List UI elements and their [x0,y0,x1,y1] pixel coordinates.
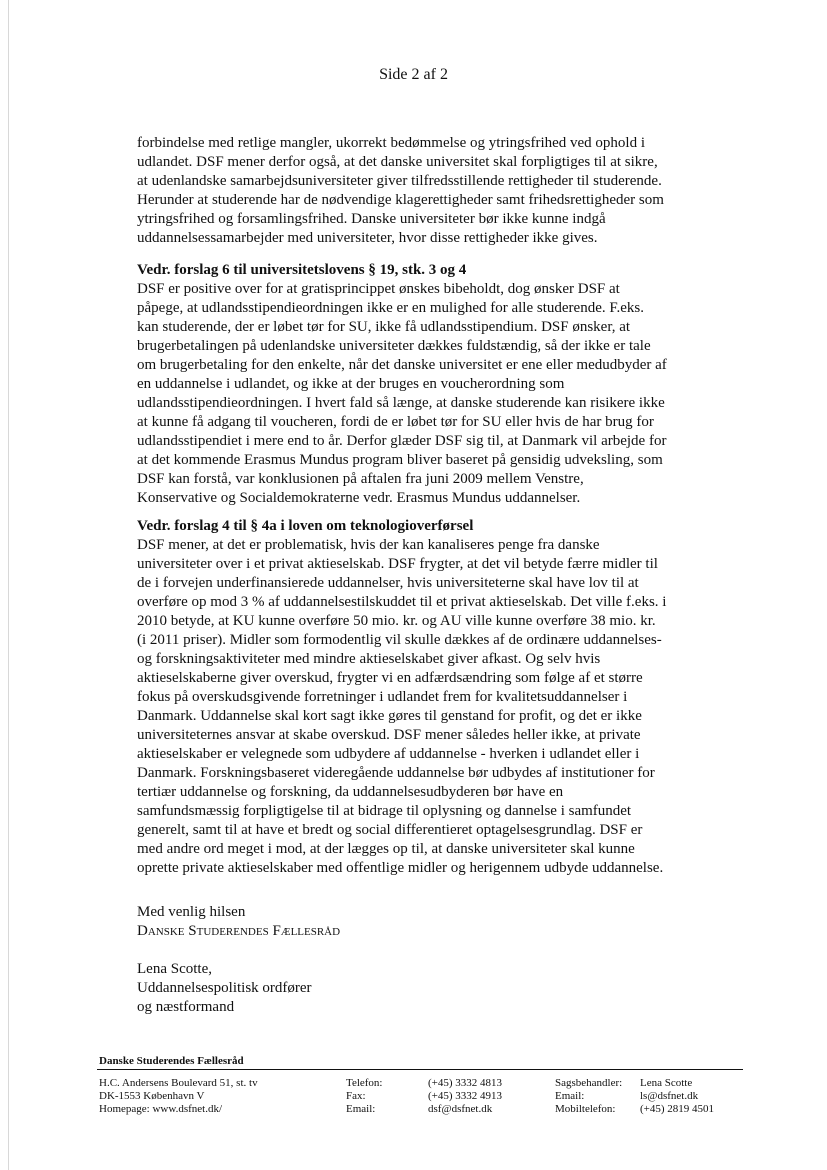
homepage-link[interactable]: Homepage: www.dsfnet.dk/ [99,1103,223,1115]
phone-label: Telefon: [346,1077,383,1089]
text-line: at kunne få adgang til voucheren, fordi de er løbet tør for SU eller hvis de har brug for [137,414,654,430]
text-line: ytringsfrihed og forsamlingsfrihed. Danske universiteter bør ikke kunne indgå [137,211,606,227]
text-line: kan studerende, der er løbet tør for SU, ikke få udlandsstipendium. DSF ønsker, at [137,319,631,335]
address-line: H.C. Andersens Boulevard 51, st. tv [99,1077,258,1089]
text-line: Konservative og Socialdemokraterne vedr. Erasmus Mundus uddannelser. [137,490,581,506]
text-line: brugerbetalingen på udenlandske universiteter dækkes fuldstændig, så der ikke er tale [137,338,651,354]
handler-label: Sagsbehandler: [555,1077,623,1089]
handler-name: Lena Scotte [640,1077,693,1089]
handler-email-link[interactable]: ls@dsfnet.dk [640,1090,699,1102]
text-line: (i 2011 priser). Midler som formodentlig vil skulle dækkes af de ordinære uddannelses- [137,632,662,648]
text-line: at det kommende Erasmus Mundus program bliver baseret på gensidig udveksling, som [137,452,663,468]
footer-handler-labels [555,1077,622,1116]
phone-value: (+45) 3332 4813 [428,1077,503,1089]
text-line: Danmark. Forskningsbaseret videregående uddannelse bør udbydes af institutioner for [137,765,655,781]
section-forslag-6 [137,261,717,508]
text-line: tertiær uddannelse og forskning, da uddannelsesudbyderen bør have en [137,784,564,800]
signer-title: Uddannelsespolitisk ordfører [137,980,312,996]
fax-label: Fax: [346,1090,366,1102]
organization-name: Danske Studerendes Fællesråd [137,923,341,939]
footer-contact-labels [346,1077,383,1116]
page-number: Side 2 af 2 [379,66,448,83]
text-line: at udenlandske samarbejdsuniversiteter giver tilfredsstillende rettigheder til studerende. [137,173,662,189]
text-line: om brugerbetaling for den enkelte, når det danske universitet er ene eller medudbyder af [137,357,667,373]
footer-handler-values [640,1077,714,1116]
signer-name: Lena Scotte, [137,961,212,977]
text-line: udlandsstipendieordningen. I hvert fald så længe, at danske studerende kan risikere ikke [137,395,665,411]
text-line: DSF kan forstå, var konklusionen på aftalen fra juni 2009 mellem Venstre, [137,471,584,487]
mobile-value: (+45) 2819 4501 [640,1103,715,1115]
text-line: DSF mener, at det er problematisk, hvis der kan kanaliseres penge fra danske [137,537,600,553]
blank-line [137,941,717,960]
text-line: fokus på overskudsgivende forretninger i udlandet frem for kvalitetsuddannelser i [137,689,628,705]
section-heading: Vedr. forslag 6 til universitetslovens § 19, stk. 3 og 4 [137,262,467,278]
mobile-label: Mobiltelefon: [555,1103,616,1115]
paragraph-continuation [137,134,717,248]
footer-address [99,1077,258,1116]
text-line: generelt, samt til at have et bredt og social differentieret optagelsesgrundlag. DSF er [137,822,643,838]
section-heading: Vedr. forslag 4 til § 4a i loven om teknologioverførsel [137,518,474,534]
text-line: de i forvejen underfinansierede uddannelser, hvis universiteterne skal have lov til at [137,575,639,591]
text-line: samfundsmæssig forpligtigelse til at bidrage til oplysning og dannelse i samfundet [137,803,632,819]
text-line: påpege, at udlandsstipendieordningen ikke er en mulighed for alle studerende. F.eks. [137,300,644,316]
fax-value: (+45) 3332 4913 [428,1090,503,1102]
footer-contact-values [428,1077,502,1116]
text-line: oprette private aktieselskaber med offentlige midler og herigennem udbyde uddannelse. [137,860,664,876]
greeting: Med venlig hilsen [137,904,246,920]
text-line: udlandet. DSF mener derfor også, at det danske universitet skal forpligtiges til at sikre, [137,154,658,170]
section-forslag-4 [137,517,717,878]
signer-title: og næstformand [137,999,235,1015]
text-line: en uddannelse i udlandet, og ikke at der bruges en voucherordning som [137,376,565,392]
footer-divider [97,1069,743,1070]
handler-email-label: Email: [555,1090,585,1102]
email-link[interactable]: dsf@dsfnet.dk [428,1103,493,1115]
text-line: aktieselskaber er velegnede som udbydere af uddannelse - hverken i udlandet eller i [137,746,640,762]
text-line: aktieselskaberne giver overskud, frygter vi en adfærdsændring som følge af et større [137,670,643,686]
text-line: forbindelse med retlige mangler, ukorrekt bedømmelse og ytringsfrihed ved ophold i [137,135,646,151]
text-line: med andre ord meget i mod, at der lægges op til, at danske universiteter skal kunne [137,841,635,857]
text-line: Danmark. Uddannelse skal kort sagt ikke gøres til genstand for profit, og det er ikke [137,708,642,724]
text-line: DSF er positive over for at gratisprincippet ønskes bibeholdt, dog ønsker DSF at [137,281,620,297]
text-line: 2010 betyde, at KU kunne overføre 50 mio. kr. og AU ville kunne overføre 38 mio. kr. [137,613,656,629]
email-label: Email: [346,1103,376,1115]
text-line: og forskningsaktiviteter med mindre aktieselskabet giver afkast. Og selv hvis [137,651,601,667]
text-line: universiteter over i et privat aktieselskab. DSF frygter, at det vil betyde færre midler til [137,556,658,572]
text-line: universiteternes ansvar at skabe overskud. DSF mener således heller ikke, at private [137,727,641,743]
text-line: Herunder at studerende har de nødvendige klagerettigheder samt frihedsrettigheder som [137,192,664,208]
address-line: DK-1553 København V [99,1090,205,1102]
footer-org-name: Danske Studerendes Fællesråd [99,1055,244,1067]
text-line: overføre op mod 3 % af uddannelsestilskuddet til et privat aktieselskab. Det ville f.eks. i [137,594,667,610]
closing-signature [137,903,717,1017]
text-line: udlandsstipendiet i mere end to år. Derfor glæder DSF sig til, at Danmark vil arbejde for [137,433,667,449]
text-line: uddannelsessamarbejder med universiteter, hvor disse rettigheder ikke gives. [137,230,598,246]
scan-edge-line [8,0,9,1170]
